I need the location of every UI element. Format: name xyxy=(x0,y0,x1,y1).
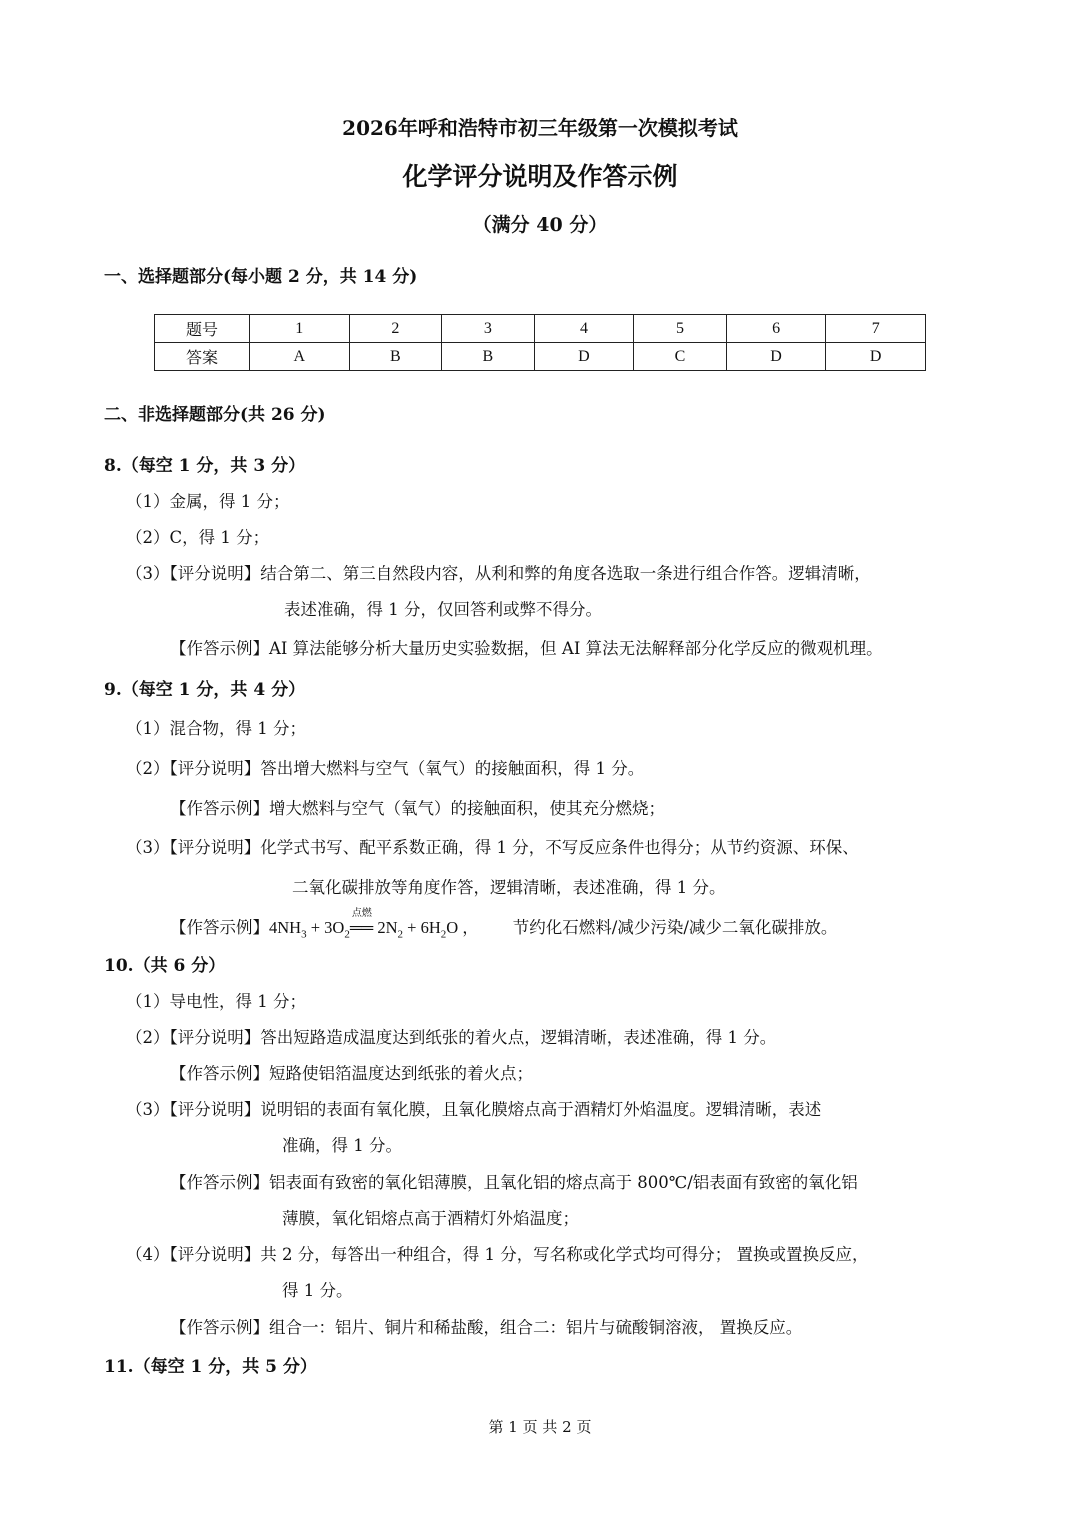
q8-example: 【作答示例】AI 算法能够分析大量历史实验数据，但 AI 算法无法解释部分化学反应的微观机理。 xyxy=(170,639,883,658)
q10-line4: （4）【评分说明】共 2 分，每答出一种组合，得 1 分，写名称或化学式均可得分； 置换或置换反应， xyxy=(126,1245,869,1264)
example-label: 【作答示例】 xyxy=(170,918,269,937)
q9-line3-cont: 二氧化碳排放等角度作答，逻辑清晰，表述准确，得 1 分。 xyxy=(292,878,726,897)
q10-example3-cont: 薄膜，氧化铝熔点高于酒精灯外焰温度； xyxy=(282,1209,579,1228)
q10-example2: 【作答示例】短路使铝箔温度达到纸张的着火点； xyxy=(170,1064,533,1083)
question-number: 7 xyxy=(826,315,926,343)
answer-cell: B xyxy=(442,343,535,371)
answer-table xyxy=(154,314,926,371)
answer-cell: D xyxy=(726,343,826,371)
q8-line1: （1）金属，得 1 分； xyxy=(126,492,290,511)
table-row-numbers xyxy=(155,315,926,343)
q9-line2: （2）【评分说明】答出增大燃料与空气（氧气）的接触面积，得 1 分。 xyxy=(126,759,645,778)
answer-cell: B xyxy=(349,343,442,371)
q8-line2: （2）C，得 1 分； xyxy=(126,528,270,547)
q9-line1: （1）混合物，得 1 分； xyxy=(126,719,306,738)
row-label-answer: 答案 xyxy=(155,343,250,371)
q10-heading: 10.（共 6 分） xyxy=(104,956,226,976)
exam-title: 2026年呼和浩特市初三年级第一次模拟考试 xyxy=(342,116,738,140)
q10-line4-cont: 得 1 分。 xyxy=(282,1281,353,1300)
answer-cell: D xyxy=(534,343,634,371)
question-number: 1 xyxy=(250,315,350,343)
question-number: 2 xyxy=(349,315,442,343)
q9-line3: （3）【评分说明】化学式书写、配平系数正确，得 1 分，不写反应条件也得分；从节约资源、环保、 xyxy=(126,838,859,857)
table-row-answers xyxy=(155,343,926,371)
row-label-question: 题号 xyxy=(155,315,250,343)
q10-line1: （1）导电性，得 1 分； xyxy=(126,992,306,1011)
chemical-equation: $4NH_3 + 3O_2$ 点燃 ══ $2N_2 + 6H_2O$ ， xyxy=(269,918,479,937)
q9-example3-tail: 节约化石燃料/减少污染/减少二氧化碳排放。 xyxy=(512,918,838,937)
q10-line3: （3）【评分说明】说明铝的表面有氧化膜，且氧化膜熔点高于酒精灯外焰温度。逻辑清晰，表述 xyxy=(126,1100,822,1119)
section1-heading: 一、选择题部分(每小题 2 分，共 14 分) xyxy=(104,267,418,287)
section2-heading: 二、非选择题部分(共 26 分) xyxy=(104,405,326,425)
q9-example2: 【作答示例】增大燃料与空气（氧气）的接触面积，使其充分燃烧； xyxy=(170,799,665,818)
page-number: 第 1 页 共 2 页 xyxy=(488,1418,592,1436)
q10-line2: （2）【评分说明】答出短路造成温度达到纸张的着火点，逻辑清晰，表述准确，得 1 分。 xyxy=(126,1028,777,1047)
q9-example3 xyxy=(170,908,838,941)
question-number: 4 xyxy=(534,315,634,343)
answer-cell: D xyxy=(826,343,926,371)
question-number: 6 xyxy=(726,315,826,343)
q11-heading: 11.（每空 1 分，共 5 分） xyxy=(104,1357,317,1377)
answer-cell: C xyxy=(634,343,727,371)
q10-example3: 【作答示例】铝表面有致密的氧化铝薄膜，且氧化铝的熔点高于 800℃/铝表面有致密的氧化铝 xyxy=(170,1173,858,1192)
reaction-condition: 点燃 xyxy=(351,908,372,919)
question-number: 5 xyxy=(634,315,727,343)
question-number: 3 xyxy=(442,315,535,343)
q8-heading: 8.（每空 1 分，共 3 分） xyxy=(104,456,306,476)
q9-heading: 9.（每空 1 分，共 4 分） xyxy=(104,680,306,700)
full-score: （满分 40 分） xyxy=(472,214,608,236)
q10-example4: 【作答示例】组合一：铝片、铜片和稀盐酸，组合二：铝片与硫酸铜溶液， 置换反应。 xyxy=(170,1318,803,1337)
q10-line3-cont: 准确，得 1 分。 xyxy=(282,1136,402,1155)
document-title: 化学评分说明及作答示例 xyxy=(402,162,678,191)
q8-line3-cont: 表述准确，得 1 分，仅回答利或弊不得分。 xyxy=(284,600,602,619)
answer-cell: A xyxy=(250,343,350,371)
q8-line3: （3）【评分说明】结合第二、第三自然段内容，从利和弊的角度各选取一条进行组合作答。逻辑清晰， xyxy=(126,564,871,583)
